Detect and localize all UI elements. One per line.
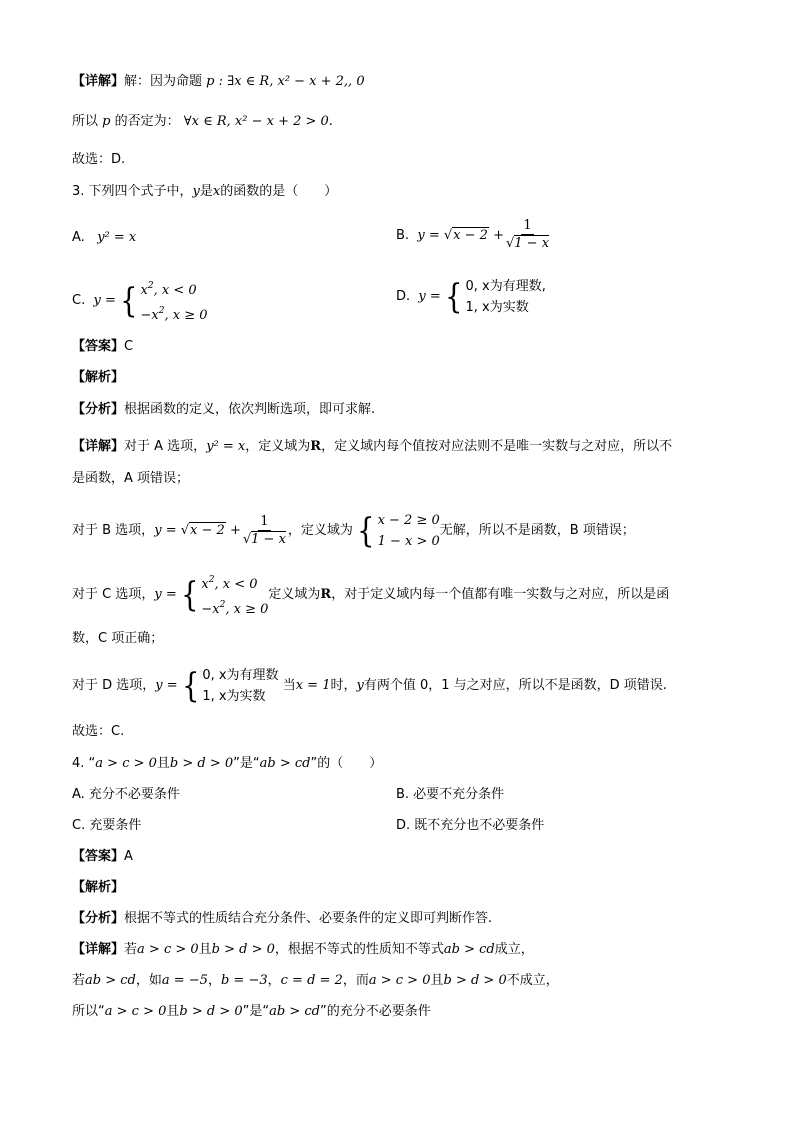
math: b > d > 0 [443,973,507,988]
detail-3-a [72,437,672,457]
detail-4-1 [72,940,534,960]
math: c = d = 2 [280,973,343,988]
q3-option-d: D. y = { 0, x为有理数, 1, x为实数 [396,277,546,317]
math: a > c > 0 [104,1004,167,1019]
text: 4. “ [72,756,96,771]
text: 成立， [494,942,534,957]
math-proposition: p : ∃x ∈ R, x² − x + 2,, 0 [206,74,365,89]
text: 定义域为 [268,587,321,602]
q4-option-d: D. 既不充分也不必要条件 [396,818,545,833]
math: a = −5 [161,973,208,988]
text: 若 [124,942,138,957]
text: 3. 下列四个式子中， [72,184,193,199]
case: 0, x为有理数, [465,279,546,294]
detail-3-d: 对于 D 选项， y = { 0, x为有理数 1, x为实数 当 x = 1 时， y 有两个值 0，1 与之对应，所以不是函数，D 项错误. [72,666,667,706]
text: 且 [166,1004,180,1019]
text: ， [207,973,221,988]
text: 根据不等式的性质结合充分条件、必要条件的定义即可判断作答. [124,911,493,926]
question-3 [72,182,337,202]
detail-4-3 [72,1002,431,1022]
answer: C [124,339,134,354]
choice-line-3: 故选：C. [72,724,125,739]
q4-option-b: B. 必要不充分条件 [396,787,505,802]
text: 有两个值 0，1 与之对应，所以不是函数，D 项错误. [363,678,667,693]
text: 若 [72,973,86,988]
math-p: p [102,114,111,129]
option-label: A. [72,230,85,245]
text: ，定义域内每个值按对应法则不是唯一实数与之对应，所以不 [321,439,673,454]
text: ，定义域为 [287,523,353,538]
math-y: y [192,184,200,199]
detail-3-c: 对于 C 选项， y = { $x^2$, x < 0 $-x^2$, x ≥ 0 定义域为 R ，对于定义域内每一个值都有唯一实数与之对应，所以是函 [72,575,670,617]
text: 对于 B 选项， [72,523,155,538]
math: a > c > 0 [137,942,199,957]
analysis-3 [72,400,375,420]
math-y: y [356,678,364,693]
text: 根据函数的定义，依次判断选项，即可求解. [124,402,376,417]
analysis-tag-4: 【解析】 [72,880,125,895]
tag-analysis: 【分析】 [72,911,125,926]
math-negation: ∀x ∈ R, x² − x + 2 > 0. [183,114,333,129]
analysis-4 [72,909,492,929]
tag-analysis: 【分析】 [72,402,125,417]
text: 的函数的是（ ） [220,184,338,199]
case: 1, x为实数 [202,689,266,704]
text: 对于 A 选项， [124,439,207,454]
text: ，根据不等式的性质知不等式 [274,942,444,957]
case: 1 − x > 0 [377,534,440,549]
tag-answer: 【答案】 [72,849,125,864]
text: ，对于定义域内每一个值都有唯一实数与之对应，所以是函 [331,587,670,602]
math-x: x [212,184,221,199]
text: 且 [156,756,170,771]
math: ab > cd [85,973,136,988]
q4-option-a: A. 充分不必要条件 [72,787,180,802]
option-label: D. [396,289,411,304]
text: 所以 [72,114,99,129]
detail-3-c-cont: 数，C 项正确； [72,631,164,646]
answer-3 [72,337,133,357]
q3-option-b: B. y = √x − 2 + $\frac{1}{√1 - x}$ [396,218,550,251]
detail-line-2 [72,112,333,132]
question-4 [72,754,382,774]
text: 时， [330,678,357,693]
math: b = −3 [220,973,268,988]
math: x = 1 [295,678,331,693]
math: a > c > 0 [95,756,157,771]
math: b > d > 0 [169,756,234,771]
detail-3-b: 对于 B 选项， y = √x − 2 + $\frac{1}{√1 - x}$ ，定义域为 { x − 2 ≥ 0 1 − x > 0 无解，所以不是函数，B 项错误； [72,511,635,551]
math: ab > cd [443,942,495,957]
text: 所以“ [72,1004,105,1019]
tag-detail: 【详解】 [72,439,125,454]
math: a > c > 0 [368,973,431,988]
q3-option-c: C. y = { $x^2$, x < 0 $-x^2$, x ≥ 0 [72,281,208,323]
detail-4-2 [72,971,559,991]
text: 对于 D 选项， [72,678,156,693]
option-label: B. [396,227,410,243]
text: 是 [199,184,213,199]
text: ，定义域为 [245,439,311,454]
detail-3-a-cont: 是函数，A 项错误； [72,471,190,486]
text: 无解，所以不是函数，B 项错误； [439,523,635,538]
text: 的否定为： [114,114,180,129]
detail-line-1 [72,72,365,92]
option-label: C. [72,293,86,308]
text: 对于 C 选项， [72,587,155,602]
answer-4 [72,847,133,867]
text: ，如 [135,973,162,988]
math: b > d > 0 [211,942,275,957]
math: y² = x [206,439,246,454]
text: ”是“ [242,1004,270,1019]
tag-detail: 【详解】 [72,74,125,89]
text: 且 [430,973,444,988]
text: ”是“ [233,756,260,771]
text: ”的充分不必要条件 [319,1004,431,1019]
math-R: R [320,587,332,602]
text: 且 [198,942,212,957]
math: y² = x [97,230,137,245]
case: 1, x为实数 [465,300,529,315]
text: ”的（ ） [310,756,383,771]
analysis-tag-3: 【解析】 [72,370,125,385]
math: ab > cd [259,756,311,771]
q3-option-a [72,228,136,248]
math: b > d > 0 [179,1004,243,1019]
tag-answer: 【答案】 [72,339,125,354]
text: ， [267,973,281,988]
text: ，而 [342,973,369,988]
fraction: $\frac{1}{√1 - x}$ [505,218,550,251]
math: ab > cd [269,1004,320,1019]
tag-detail: 【详解】 [72,942,125,957]
case: 0, x为有理数 [202,668,279,683]
choice-line: 故选：D. [72,152,126,167]
text: 当 [282,678,296,693]
math-R: R [310,439,322,454]
case: x − 2 ≥ 0 [377,513,440,528]
text: 不成立， [506,973,559,988]
text: 解：因为命题 [124,74,203,89]
answer: A [124,849,133,864]
q4-option-c: C. 充要条件 [72,818,142,833]
